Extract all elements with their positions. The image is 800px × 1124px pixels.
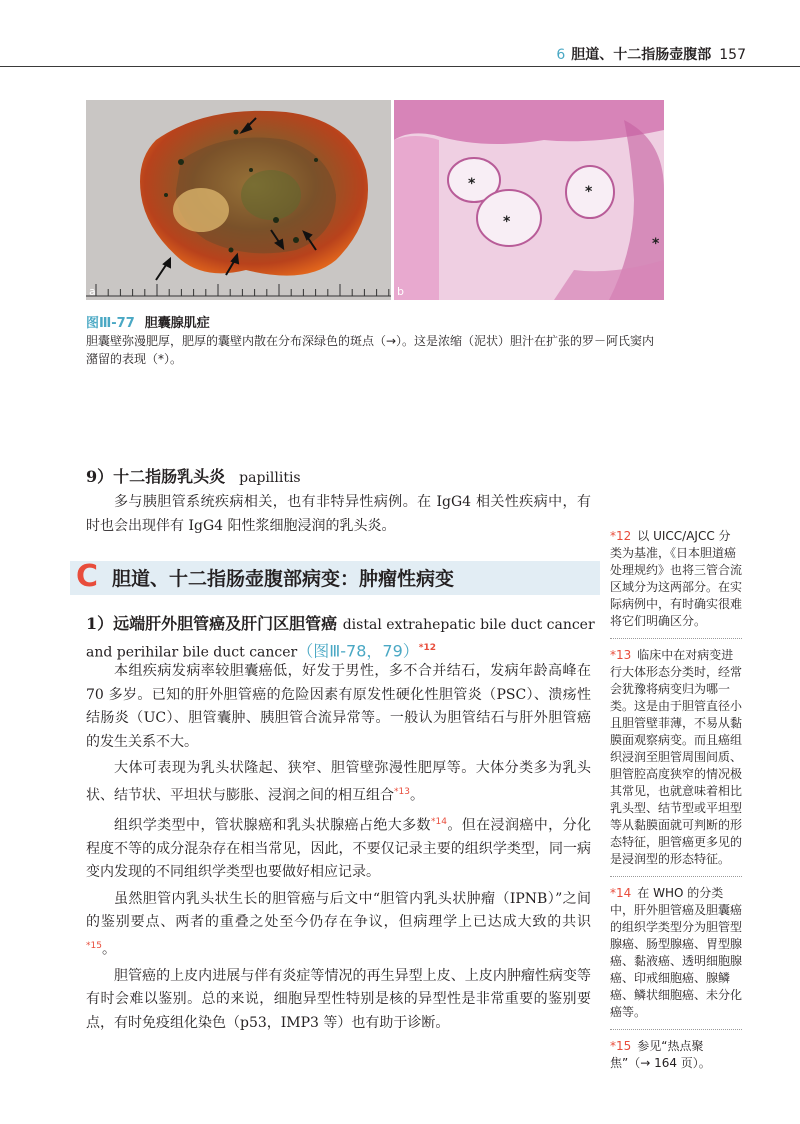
side-note-15-number: *15 bbox=[610, 1039, 632, 1053]
side-note-14-text: 在 WHO 的分类中，肝外胆管癌及胆囊癌的组织学类型分为胆管型腺癌、肠型腺癌、胃型腺癌、黏液癌、透明细胞腺癌、印戒细胞癌、腺鳞癌、鳞状细胞癌、未分化癌等。 bbox=[610, 886, 743, 1019]
paragraph-2-tail: 。 bbox=[409, 787, 424, 804]
section-9-heading bbox=[86, 464, 301, 487]
asterisk-3: * bbox=[585, 184, 593, 200]
side-note-12-text: 以 UICC/AJCC 分类为基准，《日本胆道癌处理规约》也将三管合流区域分为这两部分。在实际病例中，有时确实很难将它们明确区分。 bbox=[610, 529, 743, 628]
figure-panel-a-specimen-photo bbox=[86, 100, 391, 300]
histology-image bbox=[394, 100, 664, 300]
section-c-title: 胆道、十二指肠壶腹部病变：肿瘤性病变 bbox=[112, 568, 455, 590]
side-note-13-number: *13 bbox=[610, 648, 632, 662]
section-9-paragraph: 多与胰胆管系统疾病相关，也有非特异性病例。在 IgG4 相关性疾病中，有时也会出现伴有 IgG4 阳性浆细胞浸润的乳头炎。 bbox=[86, 494, 591, 534]
paragraph-4 bbox=[86, 888, 591, 962]
note-ref-13[interactable]: *13 bbox=[394, 786, 410, 797]
main-body-text bbox=[86, 660, 591, 1038]
side-note-13-text: 临床中在对病变进行大体形态分类时，经常会犹豫将病变归为哪一类。这是由于胆管直径小且胆管壁菲薄，不易从黏膜面观察病变。而且癌组织浸润至胆管周围间质、胆管腔高度狭窄的情况极其常见，也就意味着相比乳头型、结节型或平坦型等从黏膜面就可判断的形态特征，胆管癌更多见的是浸润型的形态特征。 bbox=[610, 648, 743, 866]
side-note-15-text: 参见“热点聚焦”（→ 164 页）。 bbox=[610, 1039, 711, 1070]
paragraph-1-text: 本组疾病发病率较胆囊癌低，好发于男性，多不合并结石，发病年龄高峰在 70 多岁。已知的肝外胆管癌的危险因素有原发性硬化性胆管炎（PSC）、溃疡性结肠炎（UC）、胆管囊肿、胰胆管合流异常等。一般认为胆管结石与肝外胆管癌的发生关系不大。 bbox=[86, 663, 591, 750]
side-note-14-number: *14 bbox=[610, 886, 632, 900]
chapter-number: 6 bbox=[556, 47, 566, 63]
paragraph-5-text: 胆管癌的上皮内进展与伴有炎症等情况的再生异型上皮、上皮内肿瘤性病变等有时会难以鉴别。总的来说，细胞异型性特别是核的异型性是非常重要的鉴别要点，有时免疫组化染色（p53，IMP3 等）也有助于诊断。 bbox=[86, 967, 591, 1031]
side-note-13 bbox=[610, 647, 742, 877]
running-header bbox=[0, 0, 800, 80]
figure-number: 图Ⅲ-77 bbox=[86, 316, 135, 331]
subsection-1-heading bbox=[86, 612, 596, 664]
side-note-12 bbox=[610, 528, 742, 639]
asterisk-4: * bbox=[652, 236, 660, 252]
header-text bbox=[556, 44, 746, 64]
figure-caption-label bbox=[86, 312, 210, 331]
paragraph-3-tail: 。但在浸润癌中，分化程度不等的成分混杂存在相当常见，因此，不要仅记录主要的组织学类型，同一病变内发现的不同组织学类型也要做好相应记录。 bbox=[86, 817, 591, 881]
paragraph-3 bbox=[86, 811, 591, 885]
figure-reference[interactable]: （图Ⅲ-78，79） bbox=[297, 641, 419, 661]
page-number: 157 bbox=[719, 47, 746, 63]
section-9-title-en: papillitis bbox=[239, 470, 301, 486]
header-rule bbox=[0, 66, 800, 67]
subsection-1-title: 1）远端肝外胆管癌及肝门区胆管癌 bbox=[86, 614, 338, 633]
asterisk-1: * bbox=[468, 176, 476, 192]
paragraph-2-text: 大体可表现为乳头状隆起、狭窄、胆管壁弥漫性肥厚等。大体分类多为乳头状、结节状、平坦状与膨胀、浸润之间的相互组合 bbox=[86, 760, 591, 804]
paragraph-4-tail: 。 bbox=[101, 941, 116, 958]
paragraph-3-text: 组织学类型中，管状腺癌和乳头状腺癌占绝大多数 bbox=[114, 817, 431, 834]
figure-caption: 胆囊壁弥漫肥厚，肥厚的囊壁内散在分布深绿色的斑点（→）。这是浓缩（泥状）胆汁在扩张的罗－阿氏窦内潴留的表现（*）。 bbox=[86, 334, 655, 366]
paragraph-5 bbox=[86, 965, 591, 1036]
figure-title: 胆囊腺肌症 bbox=[144, 316, 210, 331]
side-note-14 bbox=[610, 885, 742, 1030]
panel-b-label: b bbox=[397, 285, 404, 298]
chapter-title: 胆道、十二指肠壶腹部 bbox=[571, 47, 712, 63]
paragraph-2 bbox=[86, 757, 591, 808]
side-note-12-number: *12 bbox=[610, 529, 632, 543]
panel-a-label: a bbox=[89, 285, 96, 298]
paragraph-1 bbox=[86, 660, 591, 754]
figure-panel-b-histology bbox=[394, 100, 664, 300]
side-notes bbox=[610, 528, 742, 1088]
paragraph-4-text: 虽然胆管内乳头状生长的胆管癌与后文中“胆管内乳头状肿瘤（IPNB）”之间的鉴别要点、两者的重叠之处至今仍存在争议，但病理学上已达成大致的共识 bbox=[86, 890, 591, 931]
side-note-15 bbox=[610, 1038, 742, 1080]
note-ref-12[interactable]: *12 bbox=[418, 643, 436, 653]
subsection-1-title-en: distal extrahepatic bile duct cancer and perihilar bile duct cancer bbox=[86, 617, 595, 661]
section-c-letter: C bbox=[76, 559, 99, 594]
asterisk-2: * bbox=[503, 214, 511, 230]
specimen-photo bbox=[86, 100, 391, 300]
section-9-title: 9）十二指肠乳头炎 bbox=[86, 467, 226, 486]
note-ref-14[interactable]: *14 bbox=[430, 816, 447, 827]
note-ref-15[interactable]: *15 bbox=[86, 940, 102, 951]
